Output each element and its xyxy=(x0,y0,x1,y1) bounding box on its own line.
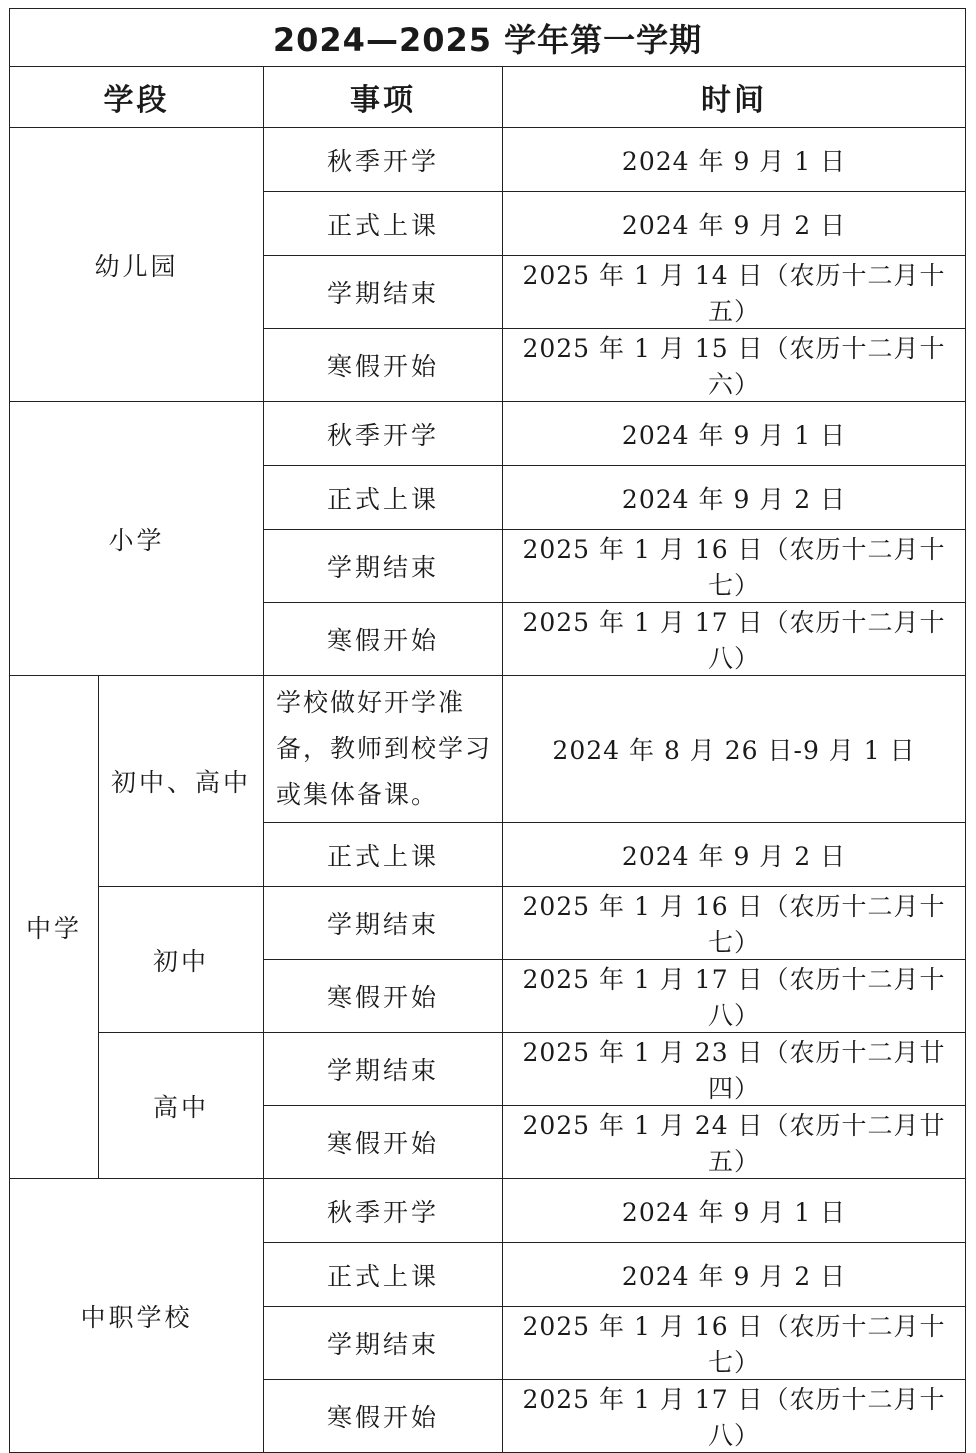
substage-both: 初中、高中 xyxy=(99,676,264,887)
item-cell: 学期结束 xyxy=(264,887,503,960)
substage-junior: 初中 xyxy=(99,887,264,1033)
item-cell: 寒假开始 xyxy=(264,1380,503,1453)
item-cell: 学期结束 xyxy=(264,530,503,603)
item-cell: 秋季开学 xyxy=(264,402,503,466)
time-cell: 2025 年 1 月 16 日（农历十二月十七） xyxy=(503,530,966,603)
time-cell: 2025 年 1 月 23 日（农历十二月廿四） xyxy=(503,1033,966,1106)
time-cell: 2024 年 8 月 26 日-9 月 1 日 xyxy=(503,676,966,823)
table-row xyxy=(10,887,966,960)
header-item: 事项 xyxy=(264,67,503,128)
item-cell: 正式上课 xyxy=(264,466,503,530)
item-cell: 正式上课 xyxy=(264,192,503,256)
table-row xyxy=(10,402,966,466)
item-cell: 寒假开始 xyxy=(264,603,503,676)
stage-middle: 中学 xyxy=(10,676,99,1179)
item-cell: 学期结束 xyxy=(264,256,503,329)
time-cell: 2024 年 9 月 2 日 xyxy=(503,192,966,256)
item-cell: 秋季开学 xyxy=(264,128,503,192)
item-cell: 寒假开始 xyxy=(264,1106,503,1179)
item-cell: 正式上课 xyxy=(264,823,503,887)
stage-vocational: 中职学校 xyxy=(10,1179,264,1453)
time-cell: 2025 年 1 月 17 日（农历十二月十八） xyxy=(503,603,966,676)
stage-primary: 小学 xyxy=(10,402,264,676)
header-time: 时间 xyxy=(503,67,966,128)
time-cell: 2024 年 9 月 1 日 xyxy=(503,1179,966,1243)
header-stage: 学段 xyxy=(10,67,264,128)
item-cell: 正式上课 xyxy=(264,1243,503,1307)
time-cell: 2025 年 1 月 17 日（农历十二月十八） xyxy=(503,960,966,1033)
item-cell: 学期结束 xyxy=(264,1307,503,1380)
table-title: 2024—2025 学年第一学期 xyxy=(10,9,966,67)
time-cell: 2024 年 9 月 1 日 xyxy=(503,128,966,192)
time-cell: 2025 年 1 月 17 日（农历十二月十八） xyxy=(503,1380,966,1453)
time-cell: 2025 年 1 月 14 日（农历十二月十五） xyxy=(503,256,966,329)
item-cell: 学期结束 xyxy=(264,1033,503,1106)
table-row xyxy=(10,1033,966,1106)
time-cell: 2025 年 1 月 24 日（农历十二月廿五） xyxy=(503,1106,966,1179)
item-cell: 寒假开始 xyxy=(264,960,503,1033)
time-cell: 2025 年 1 月 16 日（农历十二月十七） xyxy=(503,887,966,960)
time-cell: 2025 年 1 月 15 日（农历十二月十六） xyxy=(503,329,966,402)
time-cell: 2024 年 9 月 2 日 xyxy=(503,1243,966,1307)
stage-kindergarten: 幼儿园 xyxy=(10,128,264,402)
item-cell: 秋季开学 xyxy=(264,1179,503,1243)
time-cell: 2024 年 9 月 2 日 xyxy=(503,823,966,887)
schedule-table xyxy=(9,8,966,1453)
item-cell: 寒假开始 xyxy=(264,329,503,402)
table-row xyxy=(10,128,966,192)
substage-senior: 高中 xyxy=(99,1033,264,1179)
time-cell: 2024 年 9 月 1 日 xyxy=(503,402,966,466)
table-row xyxy=(10,676,966,823)
time-cell: 2024 年 9 月 2 日 xyxy=(503,466,966,530)
item-cell: 学校做好开学准备，教师到校学习或集体备课。 xyxy=(264,676,503,823)
time-cell: 2025 年 1 月 16 日（农历十二月十七） xyxy=(503,1307,966,1380)
table-row xyxy=(10,1179,966,1243)
